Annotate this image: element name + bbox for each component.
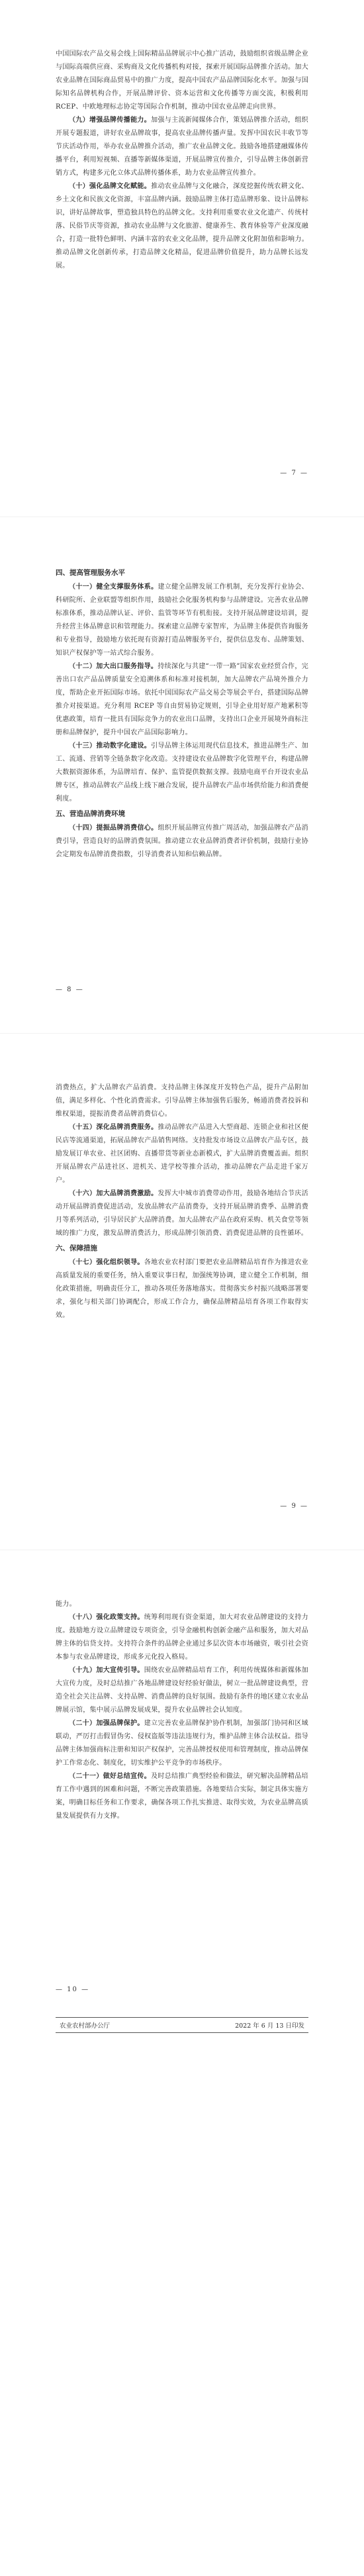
clause-paragraph-21 — [56, 1770, 308, 1823]
clause-title: （九）增强品牌传播能力。 — [69, 117, 152, 124]
clause-paragraph-9 — [56, 114, 308, 180]
clause-title: （十一）健全支撑服务体系。 — [69, 583, 158, 591]
clause-paragraph-19 — [56, 1664, 308, 1717]
clause-title: （十）强化品牌文化赋能。 — [69, 183, 152, 190]
clause-paragraph-10 — [56, 180, 308, 273]
clause-paragraph-16 — [56, 1187, 308, 1240]
clause-title: （十六）加大品牌消费激励。 — [69, 1190, 158, 1197]
page-number: — 7 — — [280, 470, 308, 477]
body-paragraph: 中国国际农产品交易会线上国际精品品牌展示中心推广活动，鼓励组织省级品牌企业与国际高端供应商、采购商及文化传播机构对接，探索开展国际品牌推介活动。加大农业品牌在国际商品贸易中的推广力度，提高中国农产品品牌国际化水平。加强与国际知名品牌机构合作，开展品牌评价、资本运营和文化传播等方面交流，积极利用 RCEP、中欧地理标志协定等国际合作机制，推动中国农业品牌走向世界。 — [56, 50, 308, 111]
colophon-bar — [56, 2017, 308, 2033]
clause-title: （二十）加强品牌保护。 — [69, 1720, 144, 1727]
clause-text: 持续深化与共建“一带一路”国家农业经贸合作，完善出口农产品品牌质量安全追溯体系和标准对接机制，加大品牌农产品境外推介力度，帮助企业开拓国际市场。依托中国国际农产品交易会等展会平台，搭建国际品牌推介对接渠道。充分利用 RCEP 等自由贸易协定规则，引导企业用好原产地累积等优惠政策，培育一批具有国际竞争力的农业出口品牌，支持出口企业开展境外商标注册和品牌保护，提升中国农产品国际影响力。 — [56, 663, 308, 736]
clause-text: 及时总结推广典型经验和做法，研究解决品牌精品培育工作中遇到的困难和问题，不断完善政策措施。各地要结合实际，制定具体实施方案，明确目标任务和工作要求，确保各项工作扎实推进、取得实效，为农业品牌高质量发展提供有力支撑。 — [56, 1773, 308, 1820]
clause-paragraph-20 — [56, 1717, 308, 1770]
clause-title: （十二）加大出口服务指导。 — [69, 663, 158, 670]
clause-title: （十八）强化政策支持。 — [69, 1614, 144, 1621]
clause-text: 发挥大中城市消费带动作用，鼓励各地结合节庆活动开展品牌消费促进活动，发放品牌农产品消费券，支持开展品牌消费季、品牌消费月等系列活动，引导居民扩大品牌消费。加大品牌农产品在政府采购、机关食堂等领域的推广力度，激发品牌消费活力，形成品牌引领消费、消费促进品牌的良性循环。 — [56, 1190, 308, 1237]
clause-text: 加强与主流新闻媒体合作，策划品牌推介活动，组织开展专题报道，讲好农业品牌故事，提高农业品牌传播声量。发挥中国农民丰收节等节庆活动作用，举办农业品牌推介活动，推广农业品牌文化。鼓励各地搭建融媒体传播平台，利用短视频、直播等新媒体渠道，开展品牌宣传推介，引导品牌主体创新营销方式，构建多元化立体式品牌传播体系，助力农业品牌宣传推介。 — [56, 117, 308, 177]
clause-title: （十四）提振品牌消费信心。 — [69, 824, 158, 832]
clause-paragraph-18 — [56, 1611, 308, 1664]
section-heading-6: 六、保障措施 — [56, 1244, 97, 1252]
clause-paragraph-17 — [56, 1256, 308, 1322]
body-paragraph: 能力。 — [56, 1601, 76, 1608]
clause-text: 围绕农业品牌精品培育工作，利用传统媒体和新媒体加大宣传力度，及时总结推广各地品牌建设好经验好做法，树立一批品牌建设典型，营造全社会关注品牌、支持品牌、消费品牌的良好氛围。鼓励有条件的地区建立农业品牌展示馆，集中展示品牌发展成果，提升农业品牌社会认知度。 — [56, 1667, 308, 1714]
document-page-7 — [0, 0, 364, 517]
clause-paragraph-13 — [56, 740, 308, 806]
body-paragraph: 消费热点，扩大品牌农产品消费。支持品牌主体深度开发特色产品，提升产品附加值，满足多样化、个性化消费需求。引导品牌主体加强售后服务，畅通消费者投诉和维权渠道，提振消费者品牌消费信心。 — [56, 1084, 308, 1118]
clause-paragraph-14 — [56, 822, 308, 862]
clause-text: 引导品牌主体运用现代信息技术，推进品牌生产、加工、流通、营销等全链条数字化改造。支持建设农业品牌数字化管理平台，构建品牌大数据资源体系，为品牌培育、保护、监管提供数据支撑。鼓励电商平台开设农业品牌专区，推动品牌农产品线上线下融合发展，提升品牌农产品市场供给能力和消费便利度。 — [56, 742, 308, 803]
clause-text: 建立完善农业品牌保护协作机制，加强部门协同和区域联动，严厉打击假冒伪劣、侵权盗版等违法违规行为，维护品牌主体合法权益。指导品牌主体加强商标注册和知识产权保护，完善品牌授权使用和管理制度，推动品牌保护工作常态化、制度化，切实维护公平竞争的市场秩序。 — [56, 1720, 308, 1767]
clause-text: 各地农业农村部门要把农业品牌精品培育作为推进农业高质量发展的重要任务，纳入重要议事日程，加强统筹协调，建立健全工作机制，细化政策措施，明确责任分工，推动各项任务落地落实。贯彻落实乡村振兴战略部署要求，强化与相关部门协调配合，形成工作合力，确保品牌精品培育各项工作取得实效。 — [56, 1259, 308, 1319]
document-page-9 — [0, 1033, 364, 1550]
clause-text: 建立健全品牌发展工作机制，充分发挥行业协会、科研院所、企业联盟等组织作用，鼓励社会化服务机构参与品牌建设。完善农业品牌标准体系，推动品牌认证、评价、监管等环节有机衔接。支持开展品牌建设培训，提升经营主体品牌意识和管理能力。探索建立品牌专家智库，为品牌主体提供咨询服务和专业指导，鼓励地方依托现有资源打造品牌服务平台，提供信息发布、品牌策划、知识产权保护等一站式综合服务。 — [56, 583, 308, 657]
page-number: — 9 — — [280, 1503, 308, 1510]
clause-title: （二十一）做好总结宣传。 — [69, 1773, 152, 1780]
page-number: — 8 — — [56, 986, 84, 993]
clause-text: 统筹利用现有资金渠道，加大对农业品牌建设的支持力度。鼓励地方设立品牌建设专项资金，引导金融机构创新金融产品和服务，加大对品牌主体的信贷支持。支持符合条件的品牌企业通过多层次资本市场融资，吸引社会资本参与农业品牌建设，形成多元化投入格局。 — [56, 1614, 308, 1661]
document-page-8 — [0, 517, 364, 1033]
clause-title: （十五）深化品牌消费服务。 — [69, 1124, 158, 1131]
document-page-10 — [0, 1550, 364, 2066]
clause-title: （十七）强化组织领导。 — [69, 1259, 144, 1266]
clause-paragraph-11 — [56, 581, 308, 660]
section-heading-4: 四、提高管理服务水平 — [56, 569, 125, 577]
clause-title: （十三）推动数字化建设。 — [69, 742, 152, 750]
clause-paragraph-15 — [56, 1121, 308, 1187]
section-heading-5: 五、营造品牌消费环境 — [56, 810, 125, 818]
clause-text: 推动品牌农产品进入大型商超、连锁企业和社区便民店等流通渠道，拓展品牌农产品销售网络。支持批发市场设立品牌农产品专区，鼓励发展订单农业、社区团购、直播带货等新业态新模式，扩大品牌消费覆盖面。组织开展品牌农产品进社区、进机关、进学校等推介活动，推动品牌农产品走进千家万户。 — [56, 1124, 308, 1184]
clause-title: （十九）加大宣传引导。 — [69, 1667, 144, 1674]
issuing-office: 农业农村部办公厅 — [60, 2022, 111, 2030]
clause-text: 推动农业品牌与文化融合，深度挖掘传统农耕文化、乡土文化和民族文化资源，丰富品牌内涵。鼓励品牌主体打造品牌形象、设计品牌标识，讲好品牌故事，塑造独具特色的品牌文化。支持利用重要农业文化遗产、传统村落、民俗节庆等资源，推动农业品牌与文化旅游、健康养生、教育体验等产业深度融合，打造一批特色鲜明、内涵丰富的农业文化品牌，提升品牌文化附加值和影响力。推动品牌文化创新传承，打造品牌文化精品，促进品牌价值提升，助力品牌长远发展。 — [56, 183, 308, 270]
clause-paragraph-12 — [56, 660, 308, 740]
issue-date: 2022 年 6 月 13 日印发 — [235, 2022, 304, 2030]
clause-text: 组织开展品牌宣传推广周活动，加强品牌农产品消费引导，营造良好的品牌消费氛围。推动建立农业品牌消费者评价机制，鼓励行业协会定期发布品牌消费指数，引导消费者认知和信赖品牌。 — [56, 824, 308, 858]
page-number: — 10 — — [56, 1986, 90, 1993]
